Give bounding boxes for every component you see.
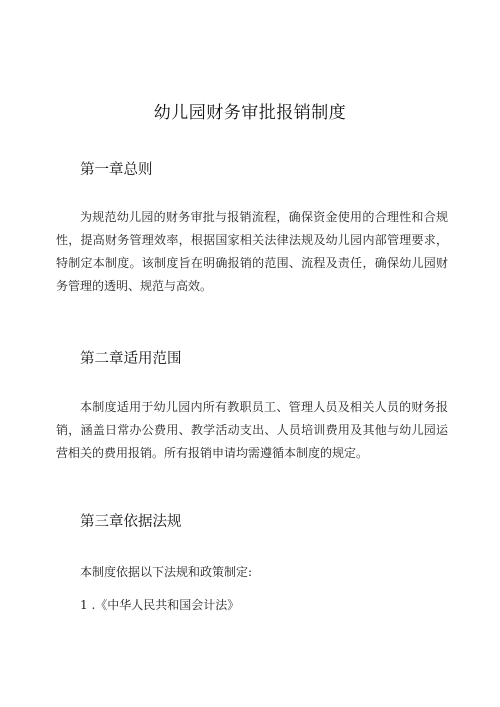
document-title: 幼儿园财务审批报销制度 [153,103,347,123]
chapter-1-heading: 第一章总则 [80,162,153,178]
chapter-3-intro: 本制度依据以下法规和政策制定: [80,565,253,579]
chapter-2-paragraph: 本制度适用于幼儿园内所有教职员工、管理人员及相关人员的财务报销，涵盖日常办公费用、教学活动支出、人员培训费用及其他与幼儿园运营相关的费用报销。所有报销申请均需遵循本制度的规定。 [56,400,448,460]
chapter-1-paragraph: 为规范幼儿园的财务审批与报销流程，确保资金使用的合理性和合规性，提高财务管理效率，根据国家相关法律法规及幼儿园内部管理要求，特制定本制度。该制度旨在明确报销的范围、流程及责任，确保幼儿园财务管理的透明、规范与高效。 [56,210,448,293]
chapter-3-heading: 第三章依据法规 [80,514,182,530]
chapter-3-list-item: 1 .《中华人民共和国会计法》 [80,598,240,612]
chapter-2-heading: 第二章适用范围 [80,351,182,367]
